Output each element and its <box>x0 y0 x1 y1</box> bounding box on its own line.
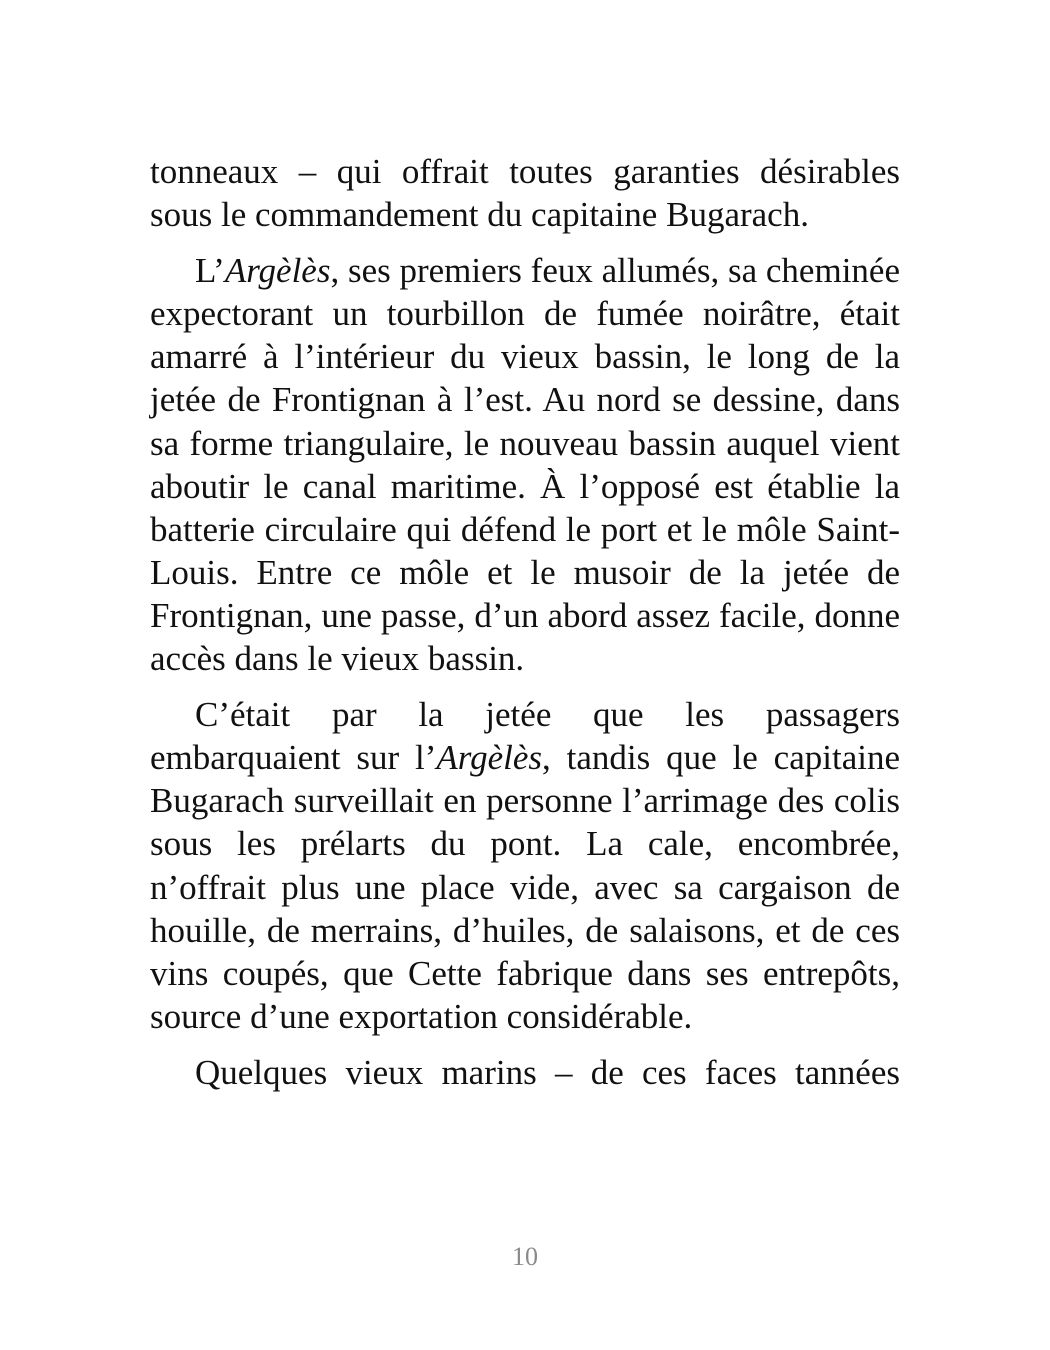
paragraph-3-text-b: , tandis que le capitaine Bugarach surveillait en personne l’arrimage des colis sous les prélarts du pont. La cale, encombrée, n’offrait plus une place vide, avec sa cargaison de houille, de merrains, d’huiles, de salaisons, et de ces vins coupés, que Cette fabrique dans ses entrepôts, source d’une exportation considérable. <box>150 738 900 1036</box>
paragraph-3-text-a: C’était par la jetée que les passagers embarquaient sur l’ <box>150 695 900 778</box>
paragraph-4-text: Quelques vieux marins – de ces faces tannées <box>195 1052 900 1092</box>
paragraph-2-text-a: L’ <box>195 251 225 291</box>
paragraph-2-text-b: , ses premiers feux allumés, sa cheminée expectorant un tourbillon de fumée noirâtre, était amarré à l’intérieur du vieux bassin, le long de la jetée de Frontignan à l’est. Au nord se dessine, dans sa forme triangulaire, le nouveau bassin auquel vient aboutir le canal maritime. À l’opposé est établie la batterie circulaire qui défend le port et le môle Saint-Louis. Entre ce môle et le musoir de la jetée de Frontignan, une passe, d’un abord assez facile, donne accès dans le vieux bassin. <box>150 251 900 679</box>
paragraph-2 <box>150 249 900 680</box>
page-number: 10 <box>512 1242 538 1271</box>
paragraph-4 <box>150 1051 900 1094</box>
paragraph-1-text: tonneaux – qui offrait toutes garanties désirables sous le commandement du capitaine Bugarach. <box>150 152 900 235</box>
ship-name-italic: Argèlès <box>224 251 331 291</box>
ship-name-italic: Argèlès <box>436 738 543 778</box>
page-body <box>150 150 900 1107</box>
paragraph-1 <box>150 150 900 236</box>
paragraph-3 <box>150 693 900 1038</box>
